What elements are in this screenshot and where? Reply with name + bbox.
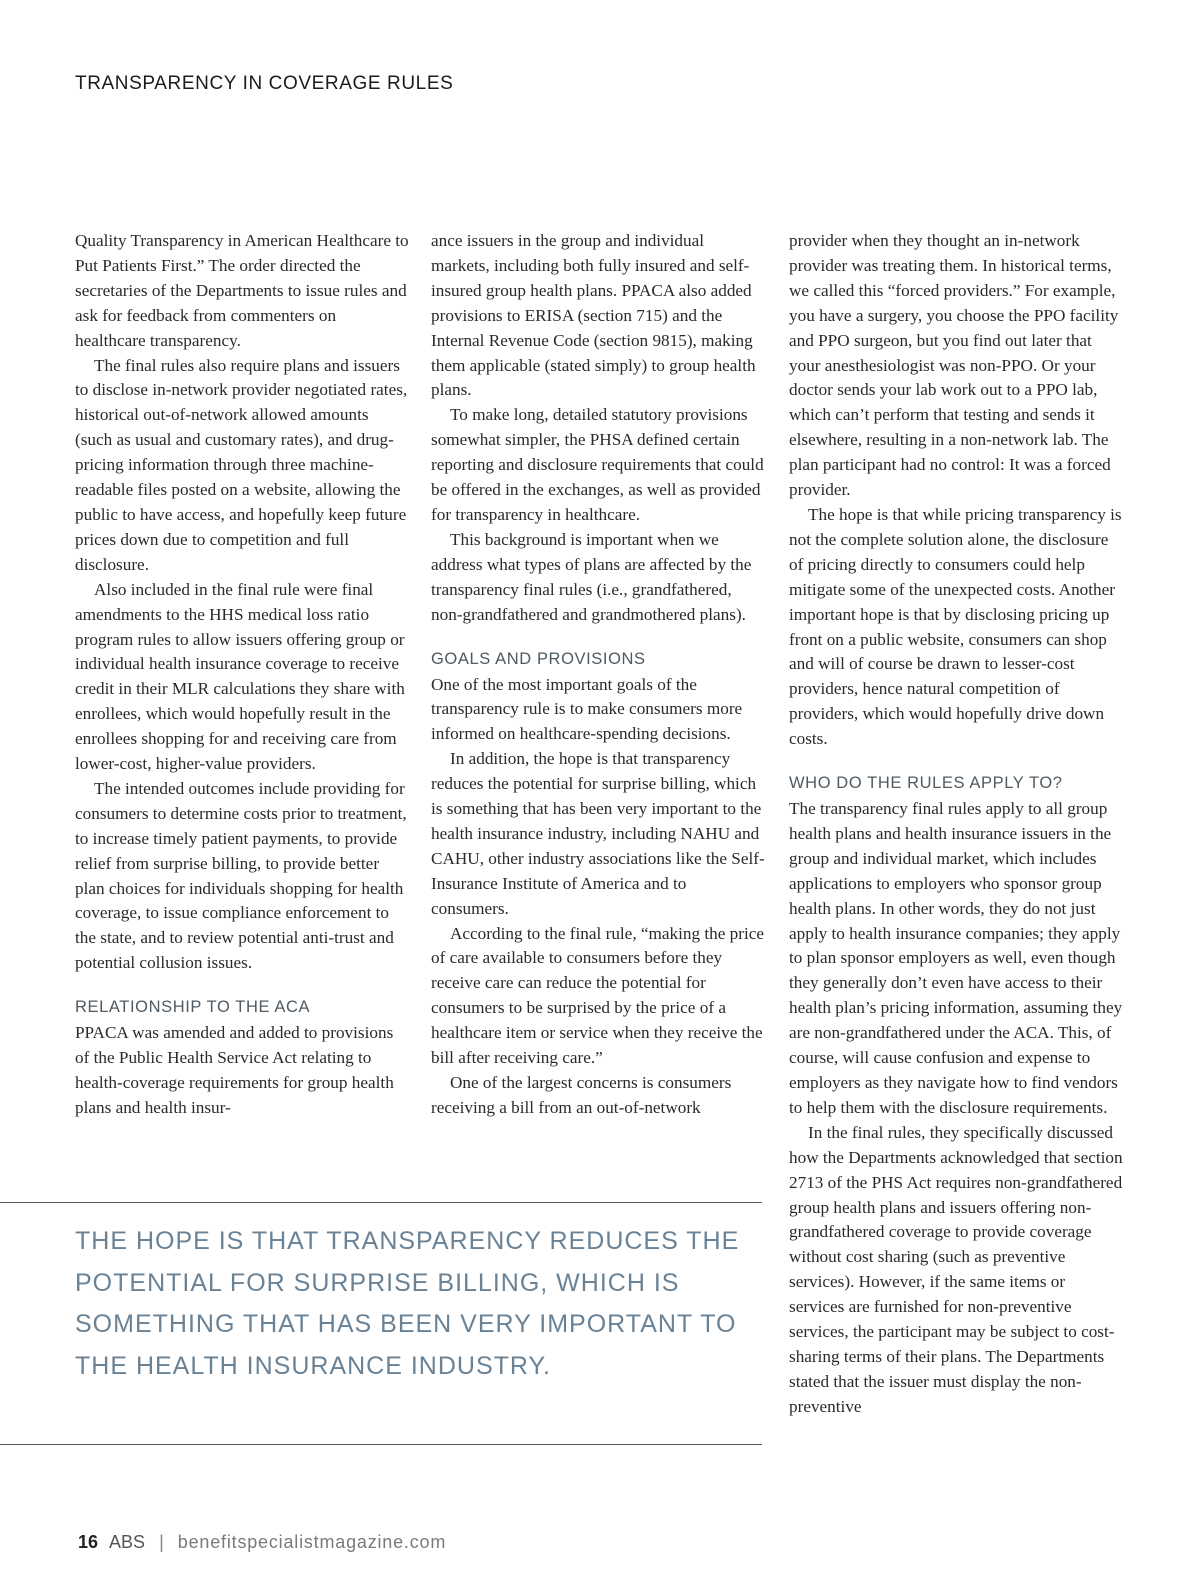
- body-paragraph: The hope is that while pricing transparency is not the complete solution alone, the disclosure of pricing directly to consumers could help mitigate some of the unexpected costs. Another important hope is that by disclosing pricing up front on a public website, consumers can shop and will of course be drawn to lesser-cost providers, hence natural competition of providers, which would hopefully drive down costs.: [789, 504, 1122, 749]
- website-url: benefitspecialistmagazine.com: [177, 1532, 447, 1552]
- section-heading-goals-provisions: GOALS AND PROVISIONS: [431, 649, 646, 668]
- body-paragraph: In addition, the hope is that transparency reduces the potential for surprise billing, which is something that has been very important to the health insurance industry, including NAHU and CAHU, other industry associations like the Self-Insurance Institute of America and to consumers.: [431, 749, 765, 918]
- body-paragraph: PPACA was amended and added to provisions of the Public Health Service Act relating to health-coverage requirements for group health plans and health insur-: [75, 1023, 394, 1117]
- body-paragraph: provider when they thought an in-network provider was treating them. In historical terms, we called this “forced providers.” For example, you have a surgery, you choose the PPO facility and PPO surgeon, but you find out later that your anesthesiologist was non-PPO. Or your doctor sends your lab work out to a PPO lab, which can’t perform that testing and sends it elsewhere, resulting in a non-network lab. The plan participant had no control: It was a forced provider.: [789, 231, 1119, 500]
- body-paragraph: The transparency final rules apply to all group health plans and health insurance issuers in the group and individual market, which includes applications to employers who sponsor group health plans. In other words, they do not just apply to health insurance companies; they apply to plan sponsor employers as well, even though they generally don’t even have access to their health plan’s pricing information, assuming they are non-grandfathered under the ACA. This, of course, will cause confusion and expense to employers as they navigate how to find vendors to help them with the disclosure requirements.: [789, 799, 1123, 1117]
- column-1: [75, 229, 410, 1121]
- pull-quote-text: THE HOPE IS THAT TRANSPARENCY REDUCES THE POTENTIAL FOR SURPRISE BILLING, WHICH IS SOMETHING THAT HAS BEEN VERY IMPORTANT TO THE HEALTH INSURANCE INDUSTRY.: [75, 1227, 740, 1380]
- page-footer: [78, 1532, 446, 1553]
- body-paragraph: One of the most important goals of the transparency rule is to make consumers more informed on healthcare-spending decisions.: [431, 674, 743, 744]
- body-paragraph: ance issuers in the group and individual markets, including both fully insured and self-insured group health plans. PPACA also added provisions to ERISA (section 715) and the Internal Revenue Code (section 9815), making them applicable (stated simply) to group health plans.: [431, 231, 756, 400]
- column-2: [431, 229, 766, 1121]
- body-paragraph: According to the final rule, “making the price of care available to consumers before they receive care can reduce the potential for consumers to be surprised by the price of a healthcare item or service when they receive the bill after receiving care.”: [431, 923, 765, 1068]
- pull-quote: [0, 1202, 762, 1445]
- body-paragraph: The final rules also require plans and issuers to disclose in-network provider negotiated rates, historical out-of-network allowed amounts (such as usual and customary rates), and drug-pricing information through three machine-readable files posted on a website, allowing the public to have access, and hopefully keep future prices down due to competition and full disclosure.: [75, 355, 408, 574]
- column-3: [789, 229, 1124, 1420]
- section-heading-who-rules-apply: WHO DO THE RULES APPLY TO?: [789, 774, 1063, 793]
- footer-separator: |: [159, 1532, 164, 1552]
- body-paragraph: Quality Transparency in American Healthcare to Put Patients First.” The order directed the secretaries of the Departments to issue rules and ask for feedback from commenters on healthcare transparency.: [75, 231, 409, 350]
- page-number: 16: [78, 1532, 99, 1552]
- body-paragraph: To make long, detailed statutory provisions somewhat simpler, the PHSA defined certain reporting and disclosure requirements that could be offered in the exchanges, as well as provided for transparency in healthcare.: [431, 405, 764, 524]
- body-paragraph: The intended outcomes include providing for consumers to determine costs prior to treatment, to increase timely patient payments, to provide relief from surprise billing, to provide better plan choices for individuals shopping for health coverage, to issue compliance enforcement to the state, and to review potential anti-trust and potential collusion issues.: [75, 778, 407, 973]
- body-paragraph: In the final rules, they specifically discussed how the Departments acknowledged that section 2713 of the PHS Act requires non-grandfathered group health plans and issuers offering non-grandfathered coverage to provide coverage without cost sharing (such as preventive services). However, if the same items or services are furnished for non-preventive services, the participant may be subject to cost-sharing terms of their plans. The Departments stated that the issuer must display the non-preventive: [789, 1122, 1123, 1416]
- section-heading-relationship-aca: RELATIONSHIP TO THE ACA: [75, 998, 311, 1017]
- body-paragraph: One of the largest concerns is consumers receiving a bill from an out-of-network: [431, 1073, 732, 1117]
- body-paragraph: Also included in the final rule were final amendments to the HHS medical loss ratio program rules to allow issuers offering group or individual health insurance coverage to receive credit in their MLR calculations they share with enrollees, which would hopefully result in the enrollees shopping for and receiving care from lower-cost, higher-value providers.: [75, 579, 405, 774]
- body-paragraph: This background is important when we address what types of plans are affected by the transparency final rules (i.e., grandfathered, non-grandfathered and grandmothered plans).: [431, 529, 752, 624]
- running-head: TRANSPARENCY IN COVERAGE RULES: [75, 73, 454, 94]
- publication-name: ABS: [109, 1532, 146, 1552]
